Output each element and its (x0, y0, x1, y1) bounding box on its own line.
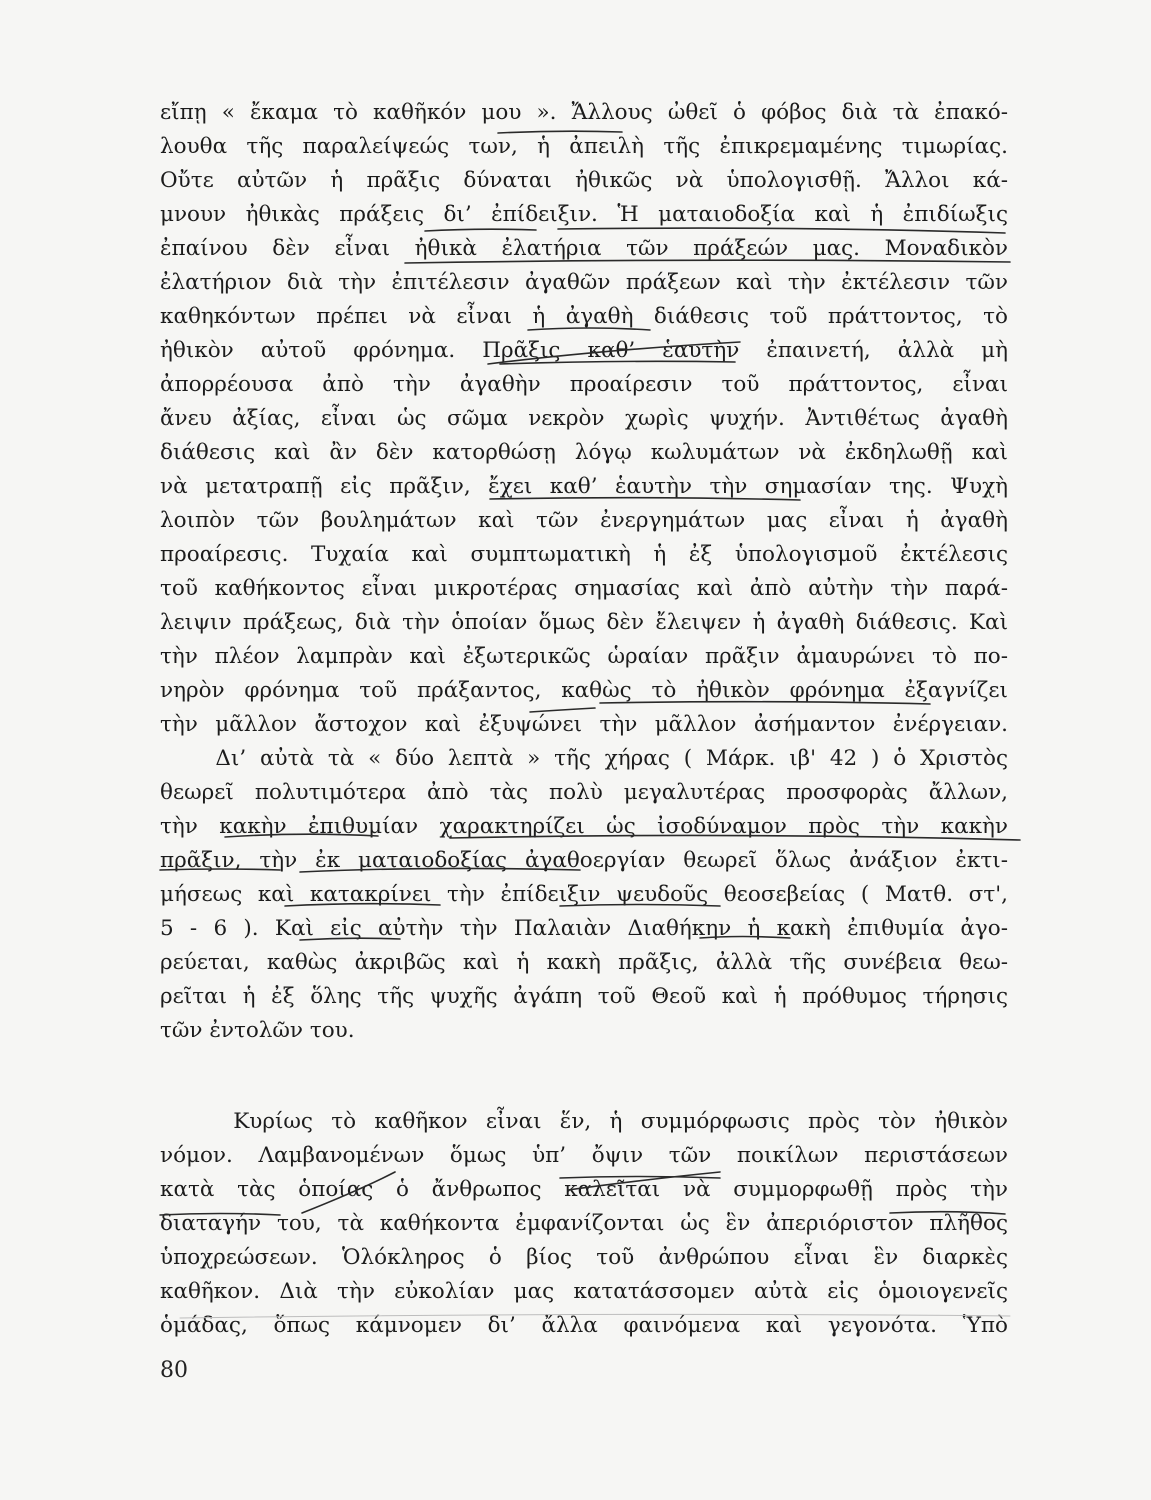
text-line: ρεύεται, καθὼς ἀκριβῶς καὶ ἡ κακὴ πρᾶξις, ἀλλὰ τῆς συνέβεια θεω- (160, 950, 1008, 975)
text-line: μνουν ἠθικὰς πράξεις δι’ ἐπίδειξιν. Ἡ ματαιοδοξία καὶ ἡ ἐπιδίωξις (160, 202, 1008, 227)
text-line: Κυρίως τὸ καθῆκον εἶναι ἕν, ἡ συμμόρφωσις πρὸς τὸν ἠθικὸν (160, 1109, 1008, 1134)
text-line: νηρὸν φρόνημα τοῦ πράξαντος, καθὼς τὸ ἠθικὸν φρόνημα ἐξαγνίζει (160, 678, 1008, 703)
paragraph-2 (160, 1105, 1008, 1343)
text-line: κατὰ τὰς ὁποίας ὁ ἄνθρωπος καλεῖται νὰ συμμορφωθῇ πρὸς τὴν (160, 1177, 1008, 1202)
text-line: Οὔτε αὐτῶν ἡ πρᾶξις δύναται ἠθικῶς νὰ ὑπολογισθῇ. Ἄλλοι κά- (160, 168, 1008, 193)
text-line: θεωρεῖ πολυτιμότερα ἀπὸ τὰς πολὺ μεγαλυτέρας προσφορὰς ἄλλων, (160, 780, 1008, 805)
text-line: ἐπαίνου δὲν εἶναι ἠθικὰ ἐλατήρια τῶν πράξεών μας. Μοναδικὸν (160, 236, 1008, 261)
text-line: τὴν κακὴν ἐπιθυμίαν χαρακτηρίζει ὡς ἰσοδύναμον πρὸς τὴν κακὴν (160, 814, 1008, 839)
text-line: τὴν μᾶλλον ἄστοχον καὶ ἐξυψώνει τὴν μᾶλλον ἀσήμαντον ἐνέργειαν. (160, 712, 1008, 737)
text-line: νὰ μετατραπῇ εἰς πρᾶξιν, ἔχει καθ’ ἑαυτὴν τὴν σημασίαν της. Ψυχὴ (160, 474, 1008, 499)
text-line: μήσεως καὶ κατακρίνει τὴν ἐπίδειξιν ψευδοῦς θεοσεβείας ( Ματθ. στ', (160, 882, 1008, 907)
text-line: λοιπὸν τῶν βουλημάτων καὶ τῶν ἐνεργημάτων μας εἶναι ἡ ἀγαθὴ (160, 508, 1008, 533)
text-line: ὁμάδας, ὅπως κάμνομεν δι’ ἄλλα φαινόμενα καὶ γεγονότα. Ὑπὸ (160, 1313, 1008, 1338)
page-number: 80 (160, 1358, 188, 1383)
text-line: διάθεσις καὶ ἂν δὲν κατορθώσῃ λόγῳ κωλυμάτων νὰ ἐκδηλωθῇ καὶ (160, 440, 1008, 465)
text-line: καθῆκον. Διὰ τὴν εὐκολίαν μας κατατάσσομεν αὐτὰ εἰς ὁμοιογενεῖς (160, 1279, 1008, 1304)
text-line: καθηκόντων πρέπει νὰ εἶναι ἡ ἀγαθὴ διάθεσις τοῦ πράττοντος, τὸ (160, 304, 1008, 329)
text-line: ρεῖται ἡ ἐξ ὅλης τῆς ψυχῆς ἀγάπη τοῦ Θεοῦ καὶ ἡ πρόθυμος τήρησις (160, 984, 1008, 1009)
text-line: ἠθικὸν αὐτοῦ φρόνημα. Πρᾶξις καθ’ ἑαυτὴν ἐπαινετή, ἀλλὰ μὴ (160, 338, 1008, 363)
text-line: λουθα τῆς παραλείψεώς των, ἡ ἀπειλὴ τῆς ἐπικρεμαμένης τιμωρίας. (160, 134, 1008, 159)
text-line: τοῦ καθήκοντος εἶναι μικροτέρας σημασίας καὶ ἀπὸ αὐτὴν τὴν παρά- (160, 576, 1008, 601)
text-line: νόμον. Λαμβανομένων ὅμως ὑπ’ ὄψιν τῶν ποικίλων περιστάσεων (160, 1143, 1008, 1168)
text-line: ἐλατήριον διὰ τὴν ἐπιτέλεσιν ἀγαθῶν πράξεων καὶ τὴν ἐκτέλεσιν τῶν (160, 270, 1008, 295)
text-line: προαίρεσις. Τυχαία καὶ συμπτωματικὴ ἡ ἐξ ὑπολογισμοῦ ἐκτέλεσις (160, 542, 1008, 567)
text-line: ἀπορρέουσα ἀπὸ τὴν ἀγαθὴν προαίρεσιν τοῦ πράττοντος, εἶναι (160, 372, 1008, 397)
text-line: διαταγήν του, τὰ καθήκοντα ἐμφανίζονται ὡς ἓν ἀπεριόριστον πλῆθος (160, 1211, 1008, 1236)
text-line: ὑποχρεώσεων. Ὁλόκληρος ὁ βίος τοῦ ἀνθρώπου εἶναι ἓν διαρκὲς (160, 1245, 1008, 1270)
text-line: τῶν ἐντολῶν του. (160, 1018, 355, 1043)
text-line: πρᾶξιν, τὴν ἐκ ματαιοδοξίας ἀγαθοεργίαν θεωρεῖ ὅλως ἀνάξιον ἐκτι- (160, 848, 1008, 873)
text-line: εἴπῃ « ἔκαμα τὸ καθῆκόν μου ». Ἄλλους ὠθεῖ ὁ φόβος διὰ τὰ ἐπακό- (160, 100, 1008, 125)
text-line: λειψιν πράξεως, διὰ τὴν ὁποίαν ὅμως δὲν ἔλειψεν ἡ ἀγαθὴ διάθεσις. Καὶ (160, 610, 1008, 635)
text-line: τὴν πλέον λαμπρὰν καὶ ἐξωτερικῶς ὡραίαν πρᾶξιν ἀμαυρώνει τὸ πο- (160, 644, 1008, 669)
text-line: Δι’ αὐτὰ τὰ « δύο λεπτὰ » τῆς χήρας ( Μάρκ. ιβ' 42 ) ὁ Χριστὸς (160, 746, 1008, 771)
text-line: ἄνευ ἀξίας, εἶναι ὡς σῶμα νεκρὸν χωρὶς ψυχήν. Ἀντιθέτως ἀγαθὴ (160, 406, 1008, 431)
paragraph-1 (160, 96, 1008, 1048)
text-line: 5 - 6 ). Καὶ εἰς αὐτὴν τὴν Παλαιὰν Διαθήκην ἡ κακὴ ἐπιθυμία ἀγο- (160, 916, 1008, 941)
